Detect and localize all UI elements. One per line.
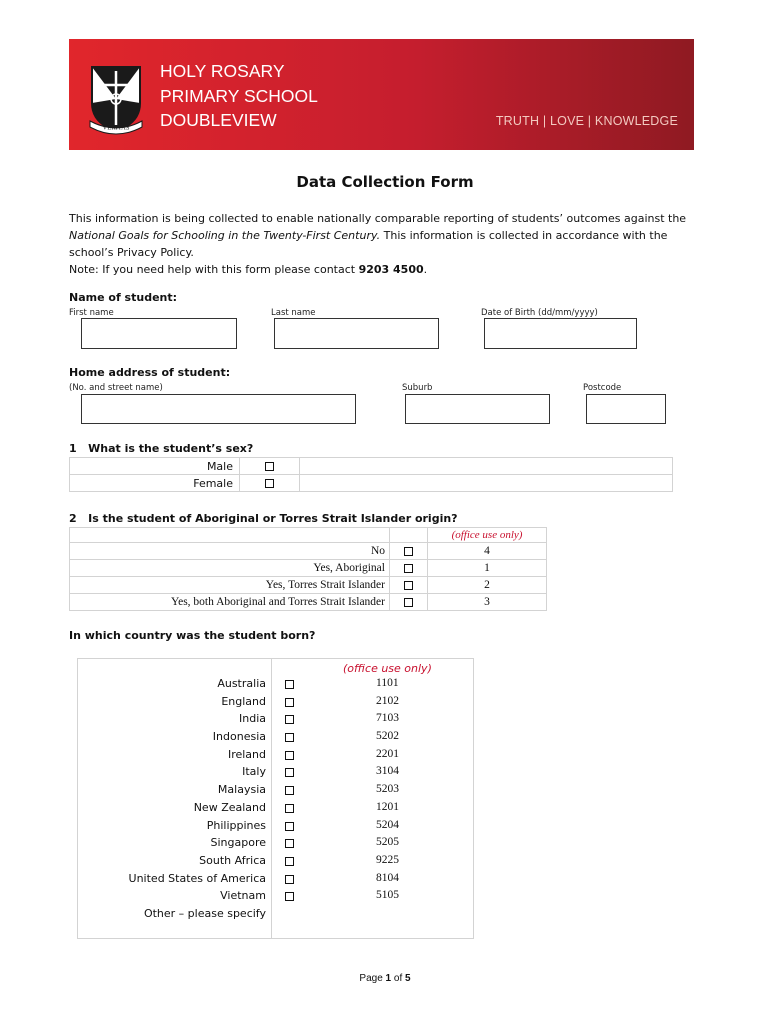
country-code: 5202: [376, 730, 399, 743]
country-code: 2201: [376, 747, 399, 760]
address-heading: Home address of student:: [69, 366, 231, 379]
page-label: Page: [359, 973, 386, 984]
country-row: [78, 730, 473, 748]
india-checkbox[interactable]: [285, 715, 294, 724]
country-code: 8104: [376, 871, 399, 884]
country-code: 1201: [376, 800, 399, 813]
country-row: [78, 712, 473, 730]
country-label: Vietnam: [220, 889, 266, 903]
page-of: of: [391, 973, 406, 984]
name-heading: Name of student:: [69, 291, 178, 304]
school-name-line3: DOUBLEVIEW: [160, 110, 277, 130]
country-label: Malaysia: [217, 783, 266, 797]
school-banner: [69, 39, 694, 150]
singapore-checkbox[interactable]: [285, 839, 294, 848]
country-row: [78, 836, 473, 854]
suburb-field[interactable]: [405, 394, 550, 424]
q2-heading: [69, 512, 458, 525]
q2-text: Is the student of Aboriginal or Torres Strait Islander origin?: [88, 512, 458, 525]
philippines-checkbox[interactable]: [285, 822, 294, 831]
country-options: [78, 677, 473, 925]
q2-row: [70, 560, 547, 577]
country-code: 1101: [376, 677, 399, 689]
country-label: Singapore: [210, 836, 266, 850]
vietnam-checkbox[interactable]: [285, 892, 294, 901]
country-label: India: [239, 712, 266, 726]
country-code: 5204: [376, 818, 399, 831]
country-row: [78, 748, 473, 766]
note-suffix: .: [423, 263, 428, 276]
new-zealand-checkbox[interactable]: [285, 804, 294, 813]
school-motto: TRUTH | LOVE | KNOWLEDGE: [495, 114, 678, 128]
country-office-use-label: (office use only): [343, 662, 432, 675]
country-code: 9225: [376, 853, 399, 866]
first-name-label: First name: [69, 308, 114, 318]
crest-motto-text: VERITAS: [102, 124, 130, 132]
q2-both-checkbox[interactable]: [404, 598, 413, 607]
country-code: 3104: [376, 765, 399, 778]
q2-row: [70, 594, 547, 611]
country-label: Philippines: [206, 818, 266, 832]
country-label: New Zealand: [193, 800, 266, 814]
country-row: [78, 801, 473, 819]
q2-table: [69, 527, 547, 611]
contact-phone: 9203 4500: [358, 263, 424, 276]
q1-heading: [69, 442, 253, 455]
intro-text: [69, 210, 709, 278]
intro-part1: This information is being collected to enable nationally comparable reporting of students’ outcomes against the: [69, 212, 687, 225]
last-name-label: Last name: [271, 308, 316, 318]
country-code: 5205: [376, 836, 399, 849]
q2-option-code: 4: [428, 543, 547, 560]
street-field[interactable]: [81, 394, 356, 424]
school-crest-icon: [88, 63, 144, 135]
q2-number: 2: [69, 512, 77, 525]
country-label: Indonesia: [212, 730, 266, 744]
country-row: [78, 783, 473, 801]
italy-checkbox[interactable]: [285, 768, 294, 777]
south-africa-checkbox[interactable]: [285, 857, 294, 866]
q2-option-code: 2: [428, 577, 547, 594]
q2-option-label: Yes, Aboriginal: [70, 560, 390, 577]
q1-row-female: [70, 475, 673, 492]
q2-no-checkbox[interactable]: [404, 547, 413, 556]
q2-option-code: 1: [428, 560, 547, 577]
other-country-label: Other – please specify: [143, 906, 266, 920]
q2-office-use-label: (office use only): [428, 528, 547, 543]
country-row-other: [78, 907, 473, 925]
country-table: [77, 658, 474, 939]
page-number: [0, 973, 770, 984]
note-prefix: Note: If you need help with this form please contact: [69, 263, 359, 276]
country-code: 2102: [376, 694, 399, 707]
female-checkbox[interactable]: [265, 479, 274, 488]
country-row: [78, 872, 473, 890]
first-name-field[interactable]: [81, 318, 237, 349]
country-row: [78, 819, 473, 837]
q1-text: What is the student’s sex?: [88, 442, 254, 455]
country-label: Australia: [217, 677, 266, 690]
country-row: [78, 695, 473, 713]
postcode-label: Postcode: [583, 383, 622, 393]
other-country-field[interactable]: [273, 905, 472, 945]
q1-number: 1: [69, 442, 77, 455]
country-code: 5203: [376, 783, 399, 796]
page-current: 1: [385, 973, 392, 984]
indonesia-checkbox[interactable]: [285, 733, 294, 742]
q2-torres-strait-checkbox[interactable]: [404, 581, 413, 590]
country-code: 7103: [376, 712, 399, 725]
school-name-line1: HOLY ROSARY: [160, 61, 285, 81]
street-label: (No. and street name): [69, 383, 163, 393]
country-label: Italy: [242, 765, 266, 779]
form-title: Data Collection Form: [296, 173, 474, 191]
england-checkbox[interactable]: [285, 698, 294, 707]
q2-option-label: Yes, both Aboriginal and Torres Strait Islander: [70, 594, 390, 611]
last-name-field[interactable]: [274, 318, 439, 349]
q2-aboriginal-checkbox[interactable]: [404, 564, 413, 573]
q1-table: [69, 457, 673, 492]
postcode-field[interactable]: [586, 394, 666, 424]
country-label: England: [221, 694, 266, 708]
country-question: In which country was the student born?: [69, 629, 316, 642]
country-row: [78, 677, 473, 695]
male-checkbox[interactable]: [265, 462, 274, 471]
country-label: United States of America: [128, 871, 266, 885]
country-row: [78, 765, 473, 783]
q2-option-code: 3: [428, 594, 547, 611]
q1-option-label: Female: [70, 475, 240, 492]
q2-option-label: No: [70, 543, 390, 560]
ireland-checkbox[interactable]: [285, 751, 294, 760]
q1-option-label: Male: [70, 458, 240, 475]
australia-checkbox[interactable]: [285, 680, 294, 689]
school-name: [160, 59, 318, 133]
page-total: 5: [405, 973, 411, 984]
country-code: 5105: [376, 889, 399, 902]
country-label: Ireland: [227, 747, 266, 761]
q2-row: [70, 577, 547, 594]
country-label: South Africa: [199, 853, 266, 867]
q2-row: [70, 543, 547, 560]
school-name-line2: PRIMARY SCHOOL: [160, 85, 318, 106]
dob-label: Date of Birth (dd/mm/yyyy): [481, 308, 598, 318]
q2-option-label: Yes, Torres Strait Islander: [70, 577, 390, 594]
malaysia-checkbox[interactable]: [285, 786, 294, 795]
suburb-label: Suburb: [402, 383, 433, 393]
intro-italic: National Goals for Schooling in the Twenty-First Century.: [69, 229, 381, 242]
intro-part2: This information is collected in accordance with the school’s Privacy Policy.: [69, 229, 668, 259]
dob-field[interactable]: [484, 318, 637, 349]
usa-checkbox[interactable]: [285, 875, 294, 884]
q1-row-male: [70, 458, 673, 475]
country-row: [78, 854, 473, 872]
